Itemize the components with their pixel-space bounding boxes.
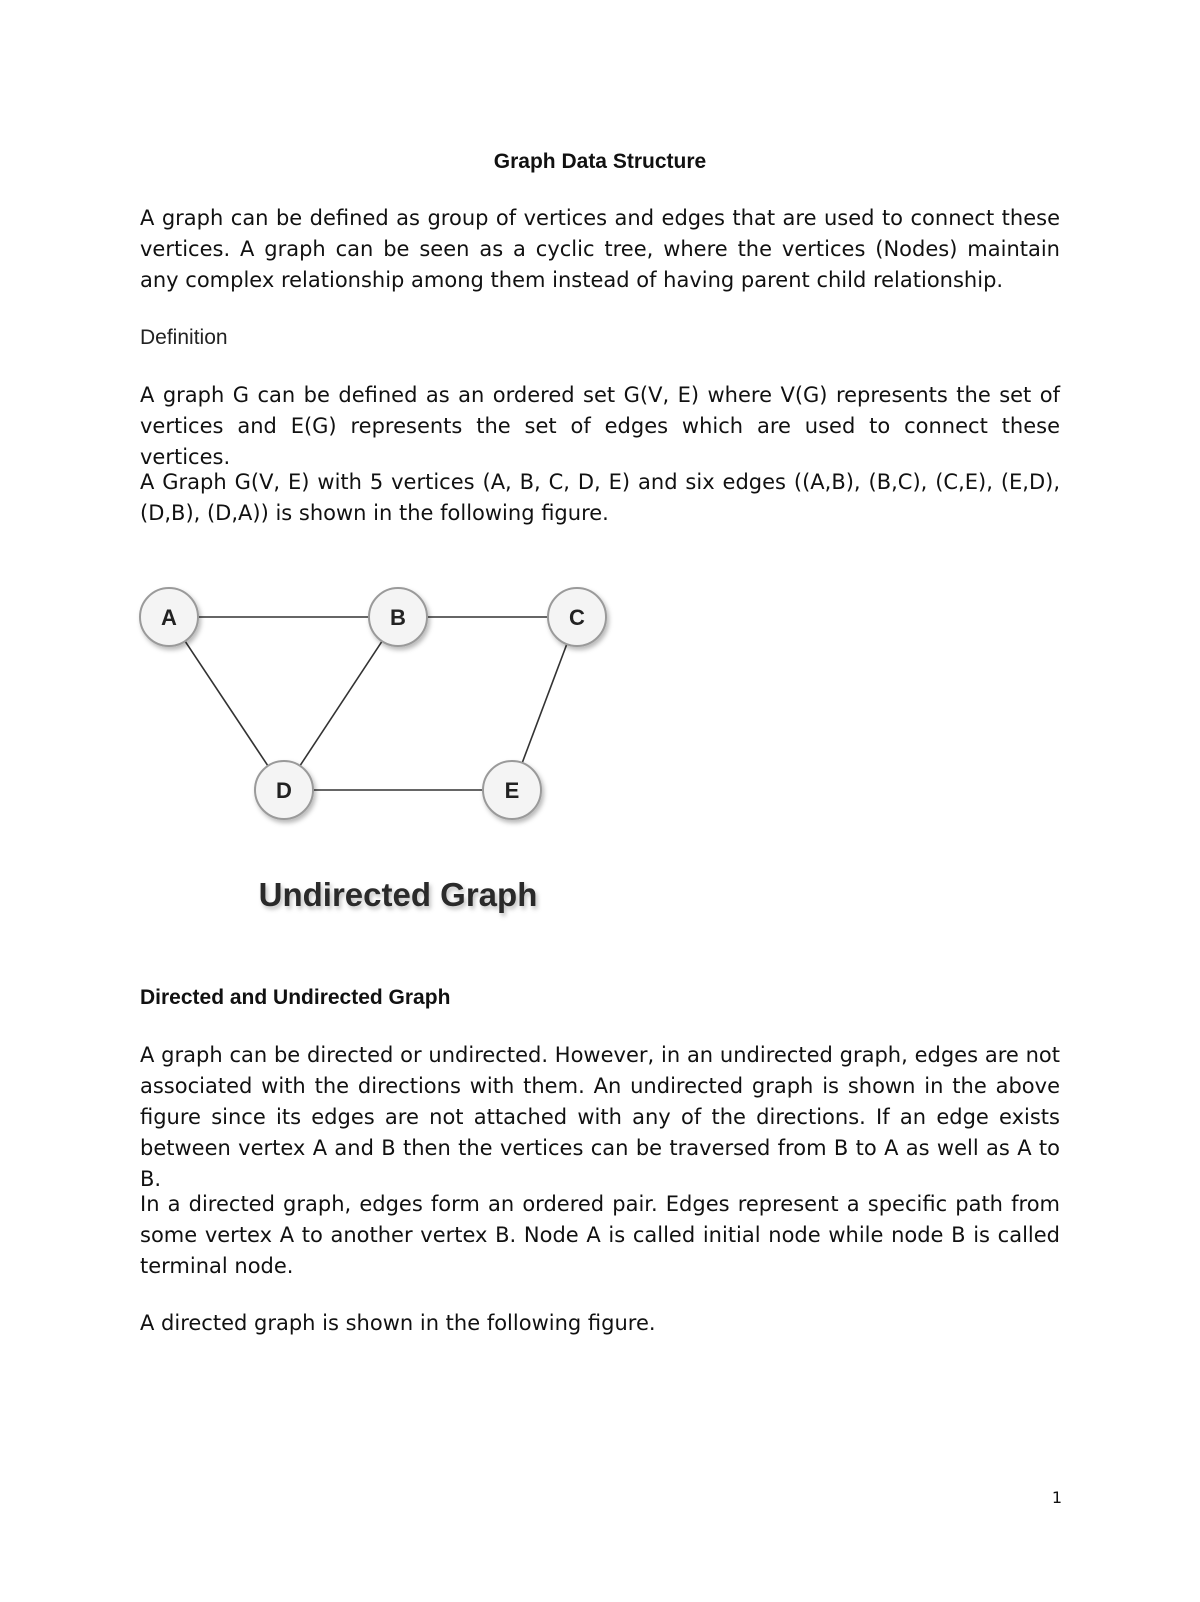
page-title: Graph Data Structure: [493, 150, 707, 173]
graph-node-label: E: [504, 778, 520, 803]
graph-node-e: [483, 761, 541, 819]
graph-node-label: D: [276, 778, 292, 803]
figure-caption: Undirected Graph: [258, 876, 538, 913]
section-heading: Directed and Undirected Graph: [140, 986, 451, 1009]
graph-node-b: [369, 588, 427, 646]
example-paragraph: A Graph G(V, E) with 5 vertices (A, B, C, D, E) and six edges ((A,B), (B,C), (C,E), (E,D), (D,B), (D,A)) is shown in the following figure.: [140, 470, 1060, 525]
graph-edge-d-a: [169, 617, 284, 790]
undirected-graph-figure: [130, 580, 630, 930]
intro-paragraph: A graph can be defined as group of vertices and edges that are used to connect these vertices. A graph can be seen as a cyclic tree, where the vertices (Nodes) maintain any complex relationship among them instead of having parent child relationship.: [140, 206, 1060, 292]
directed-paragraph-3: A directed graph is shown in the following figure.: [140, 1311, 656, 1335]
graph-nodes: [140, 588, 606, 819]
definition-paragraph: A graph G can be defined as an ordered set G(V, E) where V(G) represents the set of vertices and E(G) represents the set of edges which are used to connect these vertices.: [140, 383, 1060, 469]
graph-node-label: A: [161, 605, 177, 630]
definition-label: Definition: [140, 326, 228, 349]
graph-node-c: [548, 588, 606, 646]
graph-node-d: [255, 761, 313, 819]
graph-node-label: B: [390, 605, 406, 630]
directed-paragraph-2: In a directed graph, edges form an ordered pair. Edges represent a specific path from some vertex A to another vertex B. Node A is called initial node while node B is called terminal node.: [140, 1192, 1060, 1278]
graph-node-a: [140, 588, 198, 646]
graph-edge-d-b: [284, 617, 398, 790]
graph-node-label: C: [569, 605, 585, 630]
directed-paragraph-1: A graph can be directed or undirected. However, in an undirected graph, edges are not associated with the directions with them. An undirected graph is shown in the above figure since its edges are not attached with any of the directions. If an edge exists between vertex A and B then the vertices can be traversed from B to A as well as A to B.: [140, 1043, 1060, 1191]
graph-diagram: [130, 580, 630, 930]
page-number: 1: [1051, 1488, 1062, 1507]
